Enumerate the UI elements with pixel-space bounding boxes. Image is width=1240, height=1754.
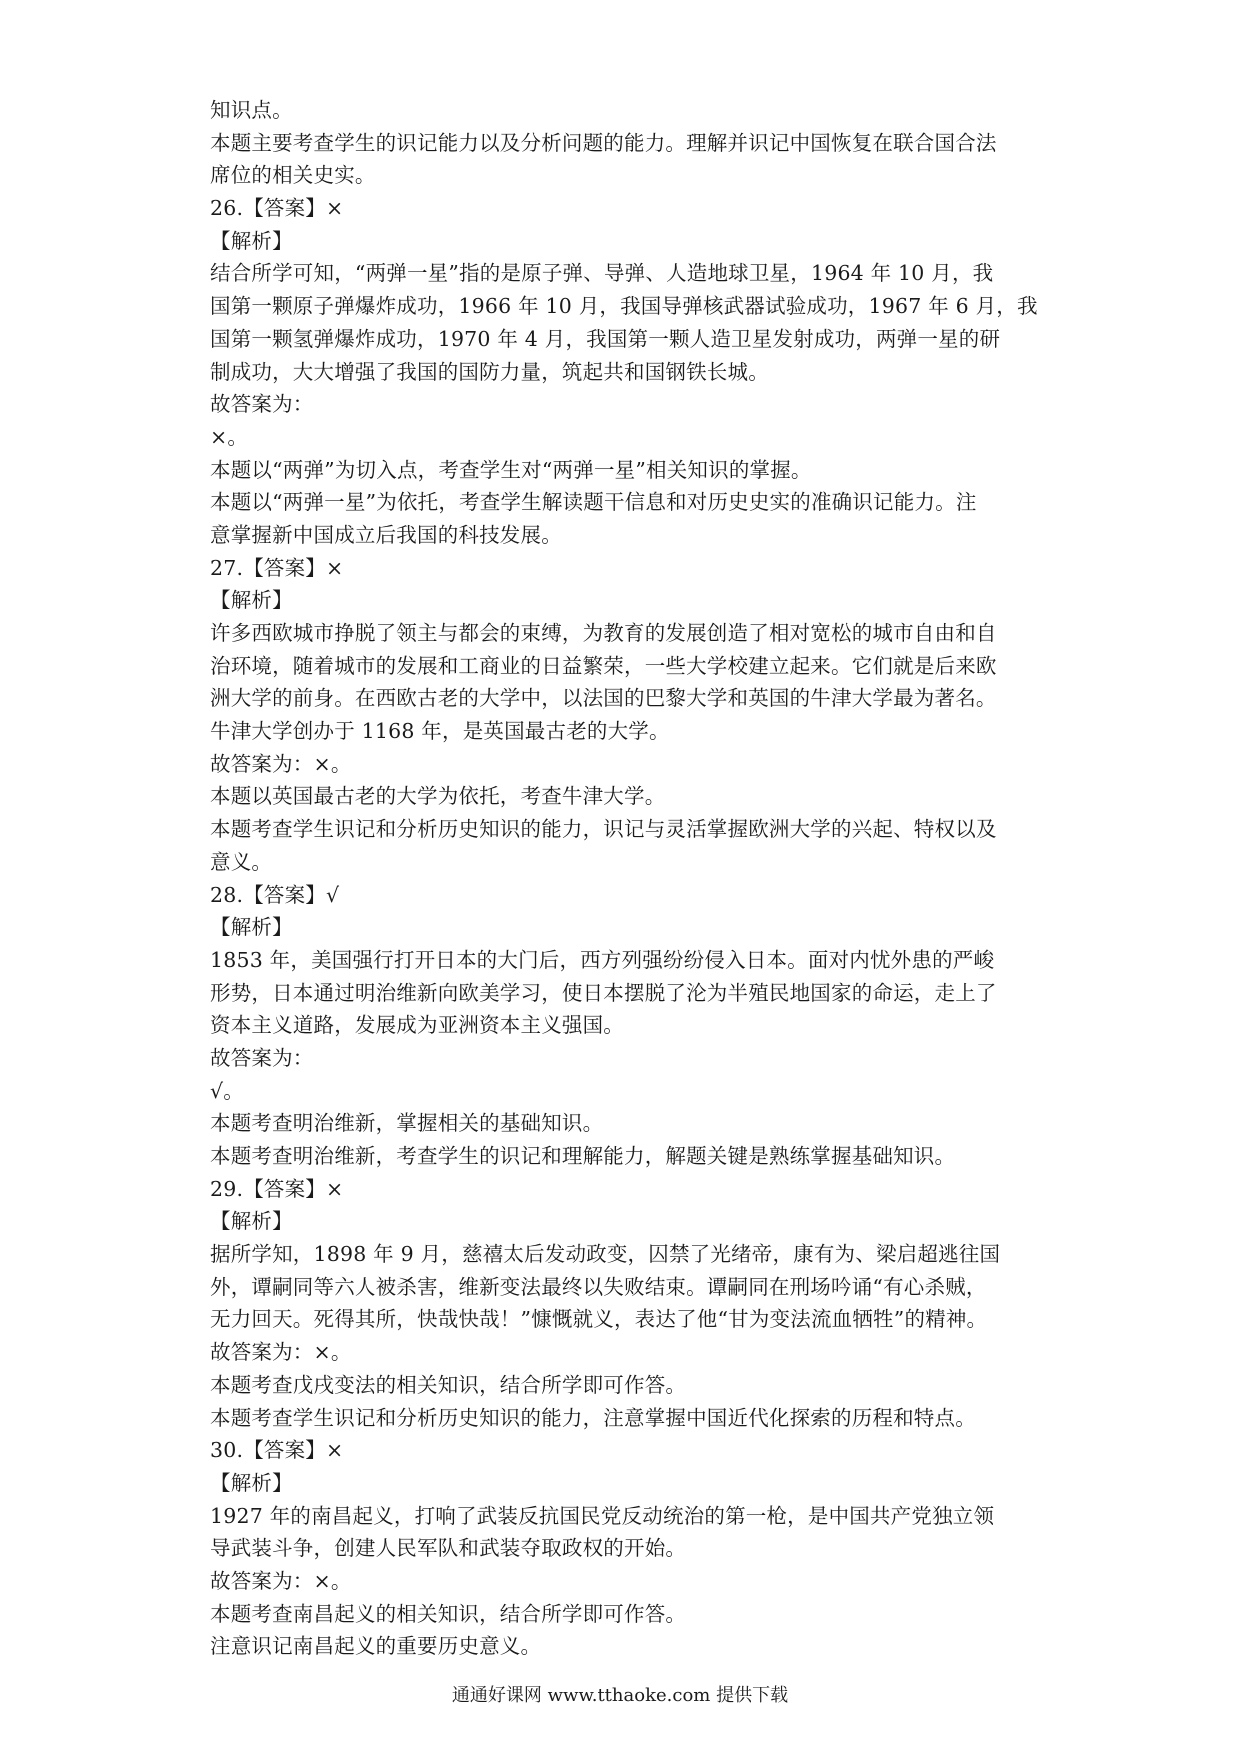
text-line: 席位的相关史实。 xyxy=(210,163,376,188)
text-line: ×。 xyxy=(210,424,249,449)
text-line: 本题考查学生识记和分析历史知识的能力，注意掌握中国近代化探索的历程和特点。 xyxy=(210,1405,976,1430)
text-line: 知识点。 xyxy=(210,98,293,122)
text-line: √。 xyxy=(210,1078,244,1103)
question-26 xyxy=(210,192,1040,552)
text-line: 本题考查戊戌变法的相关知识，结合所学即可作答。 xyxy=(210,1372,687,1397)
text-line: 故答案为： xyxy=(210,392,314,417)
text-line: 意义。 xyxy=(210,849,273,874)
text-line: 本题主要考查学生的识记能力以及分析问题的能力。理解并识记中国恢复在联合国合法 xyxy=(210,130,997,155)
page-footer: 通通好课网 www.tthaoke.com 提供下载 xyxy=(451,1685,789,1706)
document-body xyxy=(210,94,1040,1663)
text-line: 故答案为： xyxy=(210,1045,314,1070)
text-line: 结合所学可知，“两弹一星”指的是原子弹、导弹、人造地球卫星，1964 年 10 月，我 xyxy=(210,261,994,286)
answer-heading: 27.【答案】× xyxy=(210,555,344,580)
text-line: 故答案为：×。 xyxy=(210,751,352,776)
text-line: 据所学知，1898 年 9 月，慈禧太后发动政变，囚禁了光绪帝，康有为、梁启超逃往国 xyxy=(210,1242,1001,1267)
intro-block xyxy=(210,94,1040,192)
text-line: 本题以英国最古老的大学为依托，考查牛津大学。 xyxy=(210,784,666,809)
text-line: 制成功，大大增强了我国的国防力量，筑起共和国钢铁长城。 xyxy=(210,359,769,384)
text-line: 牛津大学创办于 1168 年，是英国最古老的大学。 xyxy=(210,719,670,744)
analysis-label: 【解析】 xyxy=(210,915,293,940)
text-line: 洲大学的前身。在西欧古老的大学中，以法国的巴黎大学和英国的牛津大学最为著名。 xyxy=(210,686,997,711)
answer-heading: 29.【答案】× xyxy=(210,1176,344,1201)
text-line: 国第一颗氢弹爆炸成功，1970 年 4 月，我国第一颗人造卫星发射成功，两弹一星的研 xyxy=(210,326,1001,351)
text-line: 本题以“两弹”为切入点，考查学生对“两弹一星”相关知识的掌握。 xyxy=(210,457,812,482)
text-line: 本题考查明治维新，掌握相关的基础知识。 xyxy=(210,1111,604,1136)
text-line: 治环境，随着城市的发展和工商业的日益繁荣，一些大学校建立起来。它们就是后来欧 xyxy=(210,653,997,678)
answer-heading: 26.【答案】× xyxy=(210,196,344,221)
text-line: 1853 年，美国强行打开日本的大门后，西方列强纷纷侵入日本。面对内忧外患的严峻 xyxy=(210,947,995,972)
text-line: 意掌握新中国成立后我国的科技发展。 xyxy=(210,522,562,547)
text-line: 1927 年的南昌起义，打响了武装反抗国民党反动统治的第一枪，是中国共产党独立领 xyxy=(210,1503,995,1528)
text-line: 本题考查学生识记和分析历史知识的能力，识记与灵活掌握欧洲大学的兴起、特权以及 xyxy=(210,817,997,842)
text-line: 导武装斗争，创建人民军队和武装夺取政权的开始。 xyxy=(210,1536,687,1561)
answer-heading: 28.【答案】√ xyxy=(210,882,340,907)
question-28 xyxy=(210,879,1040,1173)
analysis-label: 【解析】 xyxy=(210,228,293,253)
question-29 xyxy=(210,1173,1040,1435)
text-line: 外，谭嗣同等六人被杀害，维新变法最终以失败结束。谭嗣同在刑场吟诵“有心杀贼， xyxy=(210,1274,987,1299)
text-line: 资本主义道路，发展成为亚洲资本主义强国。 xyxy=(210,1013,624,1038)
analysis-label: 【解析】 xyxy=(210,588,293,613)
question-30 xyxy=(210,1434,1040,1663)
text-line: 本题考查明治维新，考查学生的识记和理解能力，解题关键是熟练掌握基础知识。 xyxy=(210,1144,956,1168)
text-line: 无力回天。死得其所，快哉快哉！”慷慨就义，表达了他“甘为变法流血牺牲”的精神。 xyxy=(210,1307,988,1332)
text-line: 许多西欧城市挣脱了领主与都会的束缚，为教育的发展创造了相对宽松的城市自由和自 xyxy=(210,621,997,645)
analysis-label: 【解析】 xyxy=(210,1470,293,1495)
question-27 xyxy=(210,552,1040,879)
text-line: 国第一颗原子弹爆炸成功，1966 年 10 月，我国导弹核武器试验成功，1967 年 6 月，我 xyxy=(210,294,1038,319)
text-line: 注意识记南昌起义的重要历史意义。 xyxy=(210,1634,542,1659)
text-line: 本题考查南昌起义的相关知识，结合所学即可作答。 xyxy=(210,1601,687,1626)
text-line: 故答案为：×。 xyxy=(210,1340,352,1365)
answer-heading: 30.【答案】× xyxy=(210,1438,344,1463)
text-line: 形势，日本通过明治维新向欧美学习，使日本摆脱了沦为半殖民地国家的命运，走上了 xyxy=(210,980,997,1005)
analysis-label: 【解析】 xyxy=(210,1209,293,1234)
text-line: 故答案为：×。 xyxy=(210,1568,352,1593)
text-line: 本题以“两弹一星”为依托，考查学生解读题干信息和对历史史实的准确识记能力。注 xyxy=(210,490,977,515)
